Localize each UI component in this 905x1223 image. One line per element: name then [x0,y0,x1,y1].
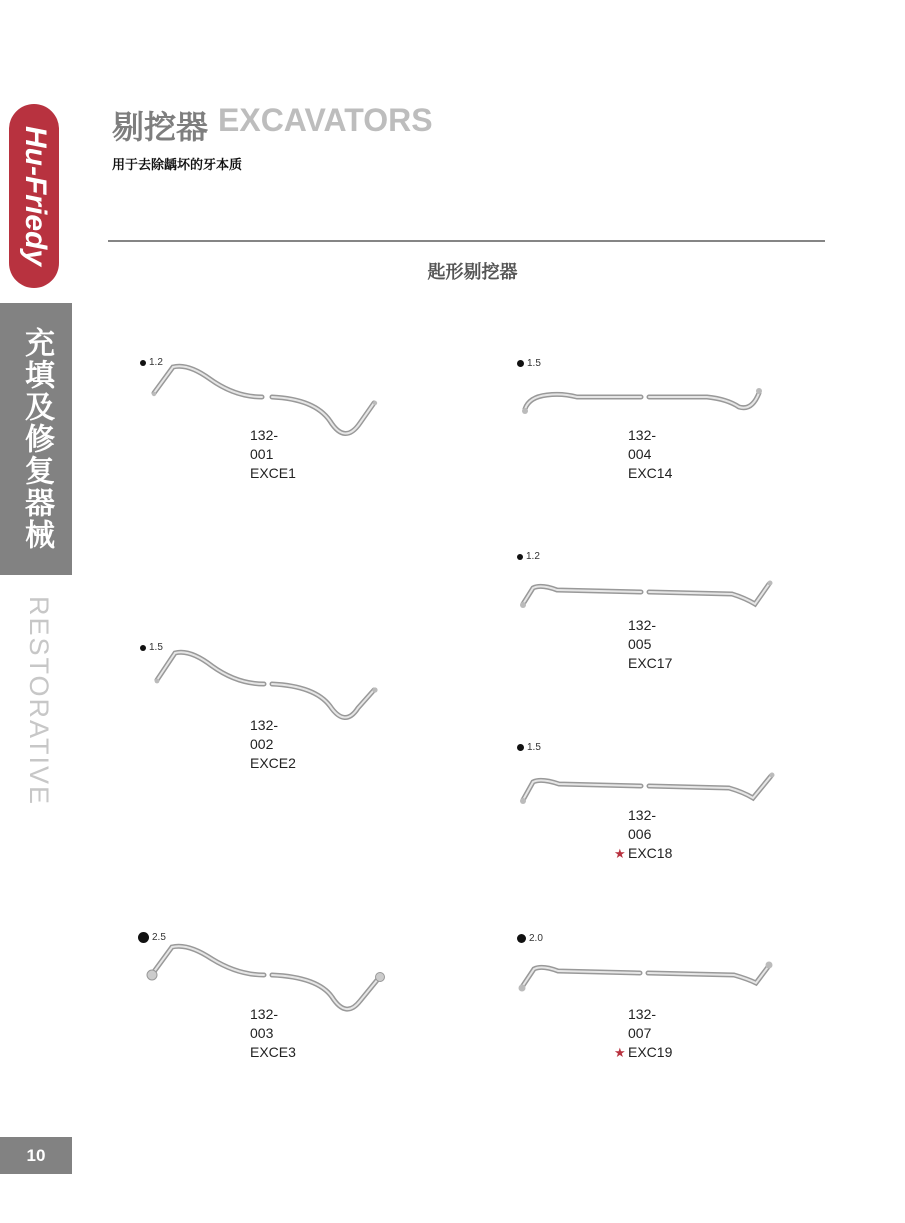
instrument-code [250,716,296,773]
tip-size-label: 1.5 [527,742,541,753]
instrument-number: 132-002 [250,717,279,752]
tip-size-dot-icon [517,360,524,367]
instrument-drawing [517,375,777,425]
instrument-number: 132-005 [628,617,657,652]
tip-size-label: 1.5 [527,358,541,369]
instrument-name: EXCE1 [250,465,296,481]
star-icon: ★ [614,846,626,861]
tip-size-label: 1.2 [526,551,540,562]
tip-size-label: 2.5 [152,932,166,943]
instrument-code [250,1005,296,1062]
instrument-name: EXCE3 [250,1044,296,1060]
instrument-name: EXC17 [628,655,673,671]
tip-size-dot-icon [517,554,523,560]
tip-size-label: 1.2 [149,357,163,368]
instrument-code [614,1005,673,1062]
header-divider [108,240,825,242]
category-cn-label: 充填及修复器械 [19,327,54,551]
instrument-drawing [512,955,782,1000]
page-number: 10 [0,1137,72,1174]
tip-size-label: 1.5 [149,642,163,653]
instrument-number: 132-007 [628,1006,657,1041]
page-subtitle: 用于去除龋坏的牙本质 [112,158,243,173]
instrument-number: 132-004 [628,427,657,462]
instrument-code [628,426,672,483]
instrument-number: 132-001 [250,427,279,462]
instrument-name: EXCE2 [250,755,296,771]
tip-size [517,933,543,944]
instrument-name: EXC18 [628,845,673,861]
instrument-name: EXC19 [628,1044,673,1060]
tip-size [517,358,541,369]
tip-size-dot-icon [517,934,526,943]
tip-size [517,551,540,562]
tip-size-dot-icon [517,744,524,751]
brand-logo-text: Hu-Friedy [19,125,53,267]
instrument-number: 132-003 [250,1006,279,1041]
category-en-label: RESTORATIVE [24,596,54,807]
page-title-cn: 剔挖器 [112,108,209,146]
instrument-code [614,806,673,863]
tip-size-label: 2.0 [529,933,543,944]
page-title-en: EXCAVATORS [218,102,433,138]
instrument-code [628,616,672,673]
instrument-drawing [517,570,782,620]
section-title: 匙形剔挖器 [427,262,518,283]
star-icon: ★ [614,1045,626,1060]
tip-size [517,742,541,753]
instrument-drawing [517,762,782,812]
instrument-number: 132-006 [628,807,657,842]
instrument-name: EXC14 [628,465,673,481]
instrument-code [250,426,296,483]
